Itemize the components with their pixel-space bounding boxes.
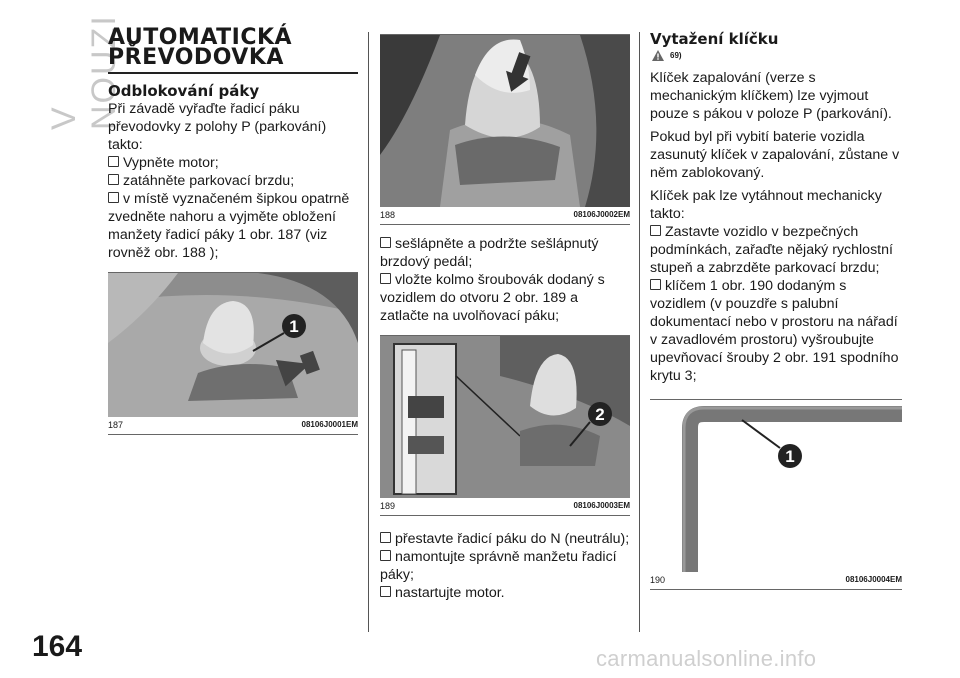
checkbox-bullet-icon	[650, 225, 661, 236]
figure-code: 08106J0002EM	[573, 210, 630, 219]
list-item: vložte kolmo šroubovák dodaný s vozidlem do otvoru 2 obr. 189 a zatlačte na uvolňovací páku;	[380, 272, 605, 324]
figure-caption	[380, 498, 630, 516]
checkbox-bullet-icon	[380, 532, 391, 543]
column-divider	[368, 32, 369, 632]
list-item: v místě vyznačeném šipkou opatrně zvedněte nahoru a vyjměte obložení manžety řadicí páky 1 obr. 187 (viz rovněž obr. 188 );	[108, 191, 350, 261]
watermark-footer: carmanualsonline.info	[596, 646, 817, 671]
warning-ref-number: 69)	[670, 51, 682, 60]
gear-lever-closeup-illustration	[380, 35, 630, 207]
figure-caption	[108, 417, 358, 435]
figure-number: 187	[108, 420, 124, 430]
figure-callout-1: 1	[785, 447, 795, 466]
figure-190-image	[650, 399, 902, 572]
list-item: nastartujte motor.	[380, 584, 630, 602]
paragraph: Klíček zapalování (verze s mechanickým klíčkem) lze vyjmout pouze s pákou v poloze P (parkování).	[650, 70, 892, 122]
column-3	[650, 0, 902, 590]
list-item: zatáhněte parkovací brzdu;	[108, 172, 358, 190]
checkbox-bullet-icon	[650, 279, 661, 290]
warning-reference	[652, 50, 902, 61]
warning-triangle-icon	[652, 50, 664, 61]
list-item: přestavte řadicí páku do N (neutrálu);	[380, 530, 630, 548]
intro-paragraph: Při závadě vyřaďte řadicí páku převodovky z polohy P (parkování) takto:	[108, 101, 327, 153]
figure-code: 08106J0004EM	[845, 575, 902, 584]
figure-caption	[380, 207, 630, 225]
list-item: Vypněte motor;	[108, 154, 358, 172]
figure-caption	[650, 572, 902, 590]
figure-code: 08106J0003EM	[573, 501, 630, 510]
page-number: 164	[32, 630, 83, 663]
checkbox-bullet-icon	[380, 237, 391, 248]
checkbox-bullet-icon	[380, 550, 391, 561]
figure-188-image	[380, 34, 630, 207]
column-2	[380, 0, 630, 602]
checkbox-bullet-icon	[108, 174, 119, 185]
key-tool-illustration	[650, 400, 902, 572]
figure-number: 190	[650, 575, 666, 585]
paragraph: Pokud byl při vybití baterie vozidla zasunutý klíček v zapalování, zůstane v něm zablokovaný.	[650, 129, 900, 181]
figure-187-image	[108, 272, 358, 417]
checkbox-bullet-icon	[108, 156, 119, 167]
checkbox-bullet-icon	[380, 586, 391, 597]
figure-callout-2: 2	[595, 405, 605, 424]
checkbox-bullet-icon	[108, 192, 119, 203]
paragraph: Klíček pak lze vytáhnout mechanicky takto:	[650, 188, 882, 222]
column-1	[108, 0, 358, 435]
list-item: sešlápněte a podržte sešlápnutý brzdový pedál;	[380, 236, 599, 270]
column-divider	[639, 32, 640, 632]
list-item: Zastavte vozidlo v bezpečných podmínkách, zařaďte nějaký rychlostní stupeň a zabrzděte parkovací brzdu;	[650, 224, 893, 276]
subheading-unlock-lever: Odblokování páky	[108, 82, 260, 100]
screwdriver-release-illustration	[380, 336, 630, 498]
subheading-key-removal: Vytažení klíčku	[650, 30, 779, 48]
figure-number: 188	[380, 210, 396, 220]
figure-number: 189	[380, 501, 396, 511]
section-side-title: V NOUZI	[45, 14, 123, 130]
figure-callout-1: 1	[289, 317, 299, 336]
list-item: namontujte správně manžetu řadicí páky;	[380, 549, 617, 583]
figure-189-image	[380, 335, 630, 498]
checkbox-bullet-icon	[380, 273, 391, 284]
list-item: klíčem 1 obr. 190 dodaným s vozidlem (v pouzdře s palubní dokumentací nebo v prostoru na nářadí v zavadlovém prostoru) vyšroubujte upevňovací šrouby 2 obr. 191 spodního krytu 3;	[650, 278, 899, 384]
gear-lever-illustration	[108, 273, 358, 417]
figure-code: 08106J0001EM	[301, 420, 358, 429]
section-heading: AUTOMATICKÁ PŘEVODOVKA	[108, 28, 358, 74]
